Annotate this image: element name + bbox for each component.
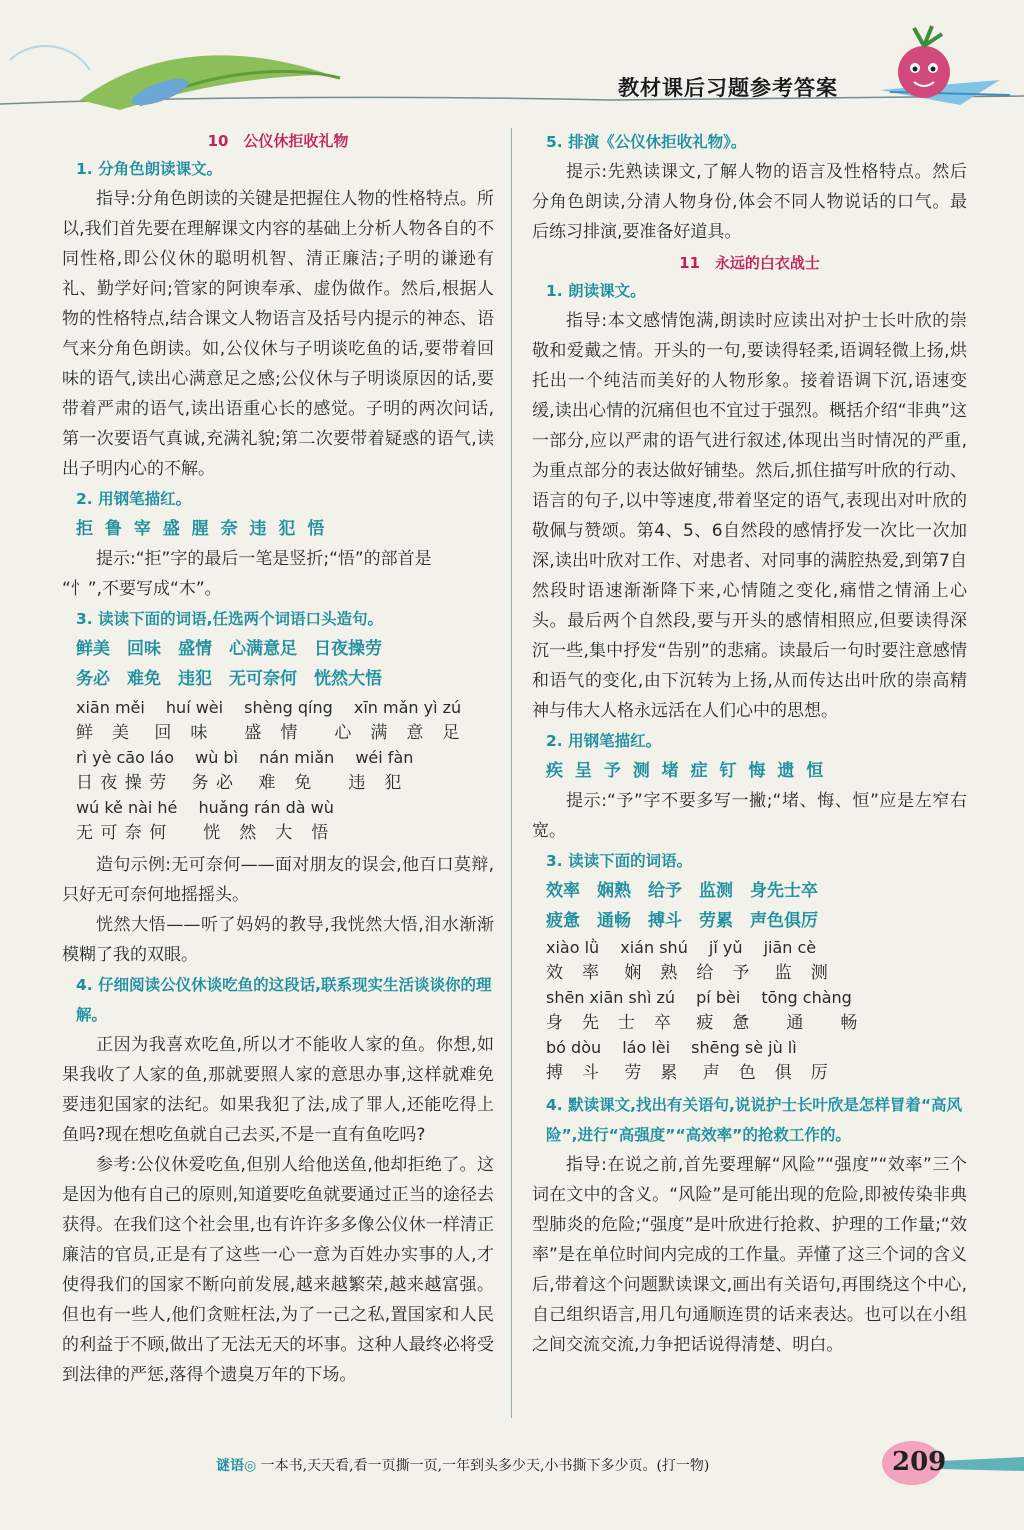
example-sentence-1: 造句示例:无可奈何——面对朋友的误会,他百口莫辩,只好无可奈何地摇摇头。 — [62, 855, 494, 905]
r-hanzi-row-2: 身 先 士 卒 疲 惫 通 畅 — [546, 1013, 859, 1033]
r-question-1-heading: 1. 朗读课文。 — [546, 282, 646, 300]
column-divider — [511, 128, 512, 1418]
question-1-heading: 1. 分角色朗读课文。 — [76, 160, 223, 178]
r-pinyin-row-3: bó dòu láo lèi shēng sè jù lì — [546, 1038, 797, 1057]
r-question-2-tip: 提示:“予”字不要多写一撇;“堵、悔、恒”应是左窄右宽。 — [532, 791, 967, 841]
hanzi-row-1: 鲜 美 回 味 盛 情 心 满 意 足 — [76, 723, 461, 743]
question-4-quote: 正因为我喜欢吃鱼,所以才不能收人家的鱼。你想,如果我收了人家的鱼,那就要照人家的意思办事,这样就难免要违犯国家的法纪。如果我犯了法,成了罪人,还能吃得上鱼吗?现在想吃鱼就自己去买,不是一直有鱼吃吗? — [62, 1035, 494, 1145]
page-footer — [0, 1425, 1024, 1530]
r-pinyin-row-2: shēn xiān shì zú pí bèi tōng chàng — [546, 988, 852, 1007]
example-sentence-2: 恍然大悟——听了妈妈的教导,我恍然大悟,泪水渐渐模糊了我的双眼。 — [62, 915, 494, 965]
vocab-row-2: 务必 难免 违犯 无可奈何 恍然大悟 — [76, 669, 382, 689]
r-hanzi-row-3: 搏 斗 劳 累 声 色 俱 厉 — [546, 1063, 829, 1083]
page-header — [0, 0, 1024, 125]
r-tracing-characters: 疾 呈 予 测 堵 症 钉 悔 遗 恒 — [546, 761, 827, 781]
question-2-heading: 2. 用钢笔描红。 — [76, 490, 192, 508]
question-2-tip: 提示:“拒”字的最后一笔是竖折;“悟”的部首是 — [96, 549, 432, 569]
header-decoration — [0, 0, 1024, 125]
riddle-line — [216, 1455, 709, 1475]
question-5-tip: 提示:先熟读课文,了解人物的语言及性格特点。然后分角色朗读,分清人物身份,体会不同人物说话的口气。最后练习排演,要准备好道具。 — [532, 162, 967, 242]
riddle-label: 谜语◎ — [216, 1458, 257, 1474]
r-question-4-heading: 4. 默读课文,找出有关语句,说说护士长叶欣是怎样冒着“高风险”,进行“高强度”“高效率”的抢救工作的。 — [546, 1096, 963, 1144]
pinyin-row-3: wú kě nài hé huǎng rán dà wù — [76, 798, 334, 817]
tracing-characters: 拒 鲁 宰 盛 腥 奈 违 犯 悟 — [76, 519, 328, 539]
r-vocab-row-1: 效率 娴熟 给予 监测 身先士卒 — [546, 881, 818, 901]
lesson-11-title: 11 永远的白衣战士 — [679, 254, 820, 272]
hanzi-row-2: 日 夜 操 劳 务 必 难 免 违 犯 — [76, 773, 403, 793]
r-question-1-guidance: 指导:本文感情饱满,朗读时应读出对护士长叶欣的崇敬和爱戴之情。开头的一句,要读得轻柔,语调轻微上扬,烘托出一个纯洁而美好的人物形象。接着语调下沉,语速变缓,读出心情的沉痛但也不宜过于强烈。概括介绍“非典”这一部分,应以严肃的语气进行叙述,体现出当时情况的严重,为重点部分的表达做好铺垫。然后,抓住描写叶欣的行动、语言的句子,以中等速度,带着坚定的语气,表现出对叶欣的敬佩与赞颂。第4、5、6自然段的感情抒发一次比一次加深,读出叶欣对工作、对患者、对同事的满腔热爱,到第7自然段时语速渐渐降下来,心情随之变化,痛惜之情涌上心头。最后两个自然段,要与开头的感情相照应,但要读得深沉一些,集中抒发“告别”的悲痛。读最后一句时要注意感情和语气的变化,由下沉转为上扬,从而传达出叶欣的崇高精神与伟大人格永远活在人们心中的思想。 — [532, 311, 967, 721]
question-5-heading: 5. 排演《公仪休拒收礼物》。 — [546, 133, 747, 151]
pinyin-row-1: xiān měi huí wèi shèng qíng xīn mǎn yì zú — [76, 698, 462, 717]
question-1-guidance: 指导:分角色朗读的关键是把握住人物的性格特点。所以,我们首先要在理解课文内容的基础上分析人物各自的不同性格,即公仪休的聪明机智、清正廉洁;子明的谦逊有礼、勤学好问;管家的阿谀奉承、虚伪做作。然后,根据人物的性格特点,结合课文人物语言及括号内提示的神态、语气来分角色朗读。如,公仪休与子明谈吃鱼的话,要带着回味的语气,读出心满意足之感;公仪休与子明谈原因的话,要带着严肃的语气,读出语重心长的感觉。子明的两次问话,第一次要语气真诚,充满礼貌;第二次要带着疑惑的语气,读出子明内心的不解。 — [62, 189, 494, 479]
footer-decoration — [0, 1425, 1024, 1530]
question-2-tip-cont: “忄”,不要写成“木”。 — [62, 579, 222, 599]
riddle-text: 一本书,天天看,看一页撕一页,一年到头多少天,小书撕下多少页。(打一物) — [256, 1458, 710, 1474]
lesson-10-title: 10 公仪休拒收礼物 — [207, 132, 349, 150]
page-number: 209 — [892, 1447, 947, 1477]
left-column — [62, 125, 494, 1390]
question-4-reference: 参考:公仪休爱吃鱼,但别人给他送鱼,他却拒绝了。这是因为他有自己的原则,知道要吃鱼就要通过正当的途径去获得。在我们这个社会里,也有许许多多像公仪休一样清正廉洁的官员,正是有了这些一心一意为百姓办实事的人,才使得我们的国家不断向前发展,越来越繁荣,越来越富强。但也有一些人,他们贪赃枉法,为了一己之私,置国家和人民的利益于不顾,做出了无法无天的坏事。这种人最终必将受到法律的严惩,落得个遗臭万年的下场。 — [62, 1155, 494, 1385]
hanzi-row-3: 无 可 奈 何 恍 然 大 悟 — [76, 823, 330, 843]
question-3-heading: 3. 读读下面的词语,任选两个词语口头造句。 — [76, 610, 383, 628]
r-question-4-guidance: 指导:在说之前,首先要理解“风险”“强度”“效率”三个词在文中的含义。“风险”是可能出现的危险,即被传染非典型肺炎的危险;“强度”是叶欣进行抢救、护理的工作量;“效率”是在单位时间内完成的工作量。弄懂了这三个词的含义后,带着这个问题默读课文,画出有关语句,再围绕这个中心,自己组织语言,用几句通顺连贯的话来表达。也可以在小组之间交流交流,力争把话说得清楚、明白。 — [532, 1155, 967, 1355]
right-column — [532, 125, 967, 1360]
pinyin-row-2: rì yè cāo láo wù bì nán miǎn wéi fàn — [76, 748, 414, 767]
r-hanzi-row-1: 效 率 娴 熟 给 予 监 测 — [546, 963, 829, 983]
r-vocab-row-2: 疲惫 通畅 搏斗 劳累 声色俱厉 — [546, 911, 818, 931]
header-title: 教材课后习题参考答案 — [618, 76, 838, 100]
r-pinyin-row-1: xiào lǜ xián shú jǐ yǔ jiān cè — [546, 938, 817, 957]
question-4-heading: 4. 仔细阅读公仪休谈吃鱼的这段话,联系现实生活谈谈你的理解。 — [76, 976, 492, 1024]
vocab-row-1: 鲜美 回味 盛情 心满意足 日夜操劳 — [76, 639, 382, 659]
r-question-2-heading: 2. 用钢笔描红。 — [546, 732, 662, 750]
r-question-3-heading: 3. 读读下面的词语。 — [546, 852, 693, 870]
